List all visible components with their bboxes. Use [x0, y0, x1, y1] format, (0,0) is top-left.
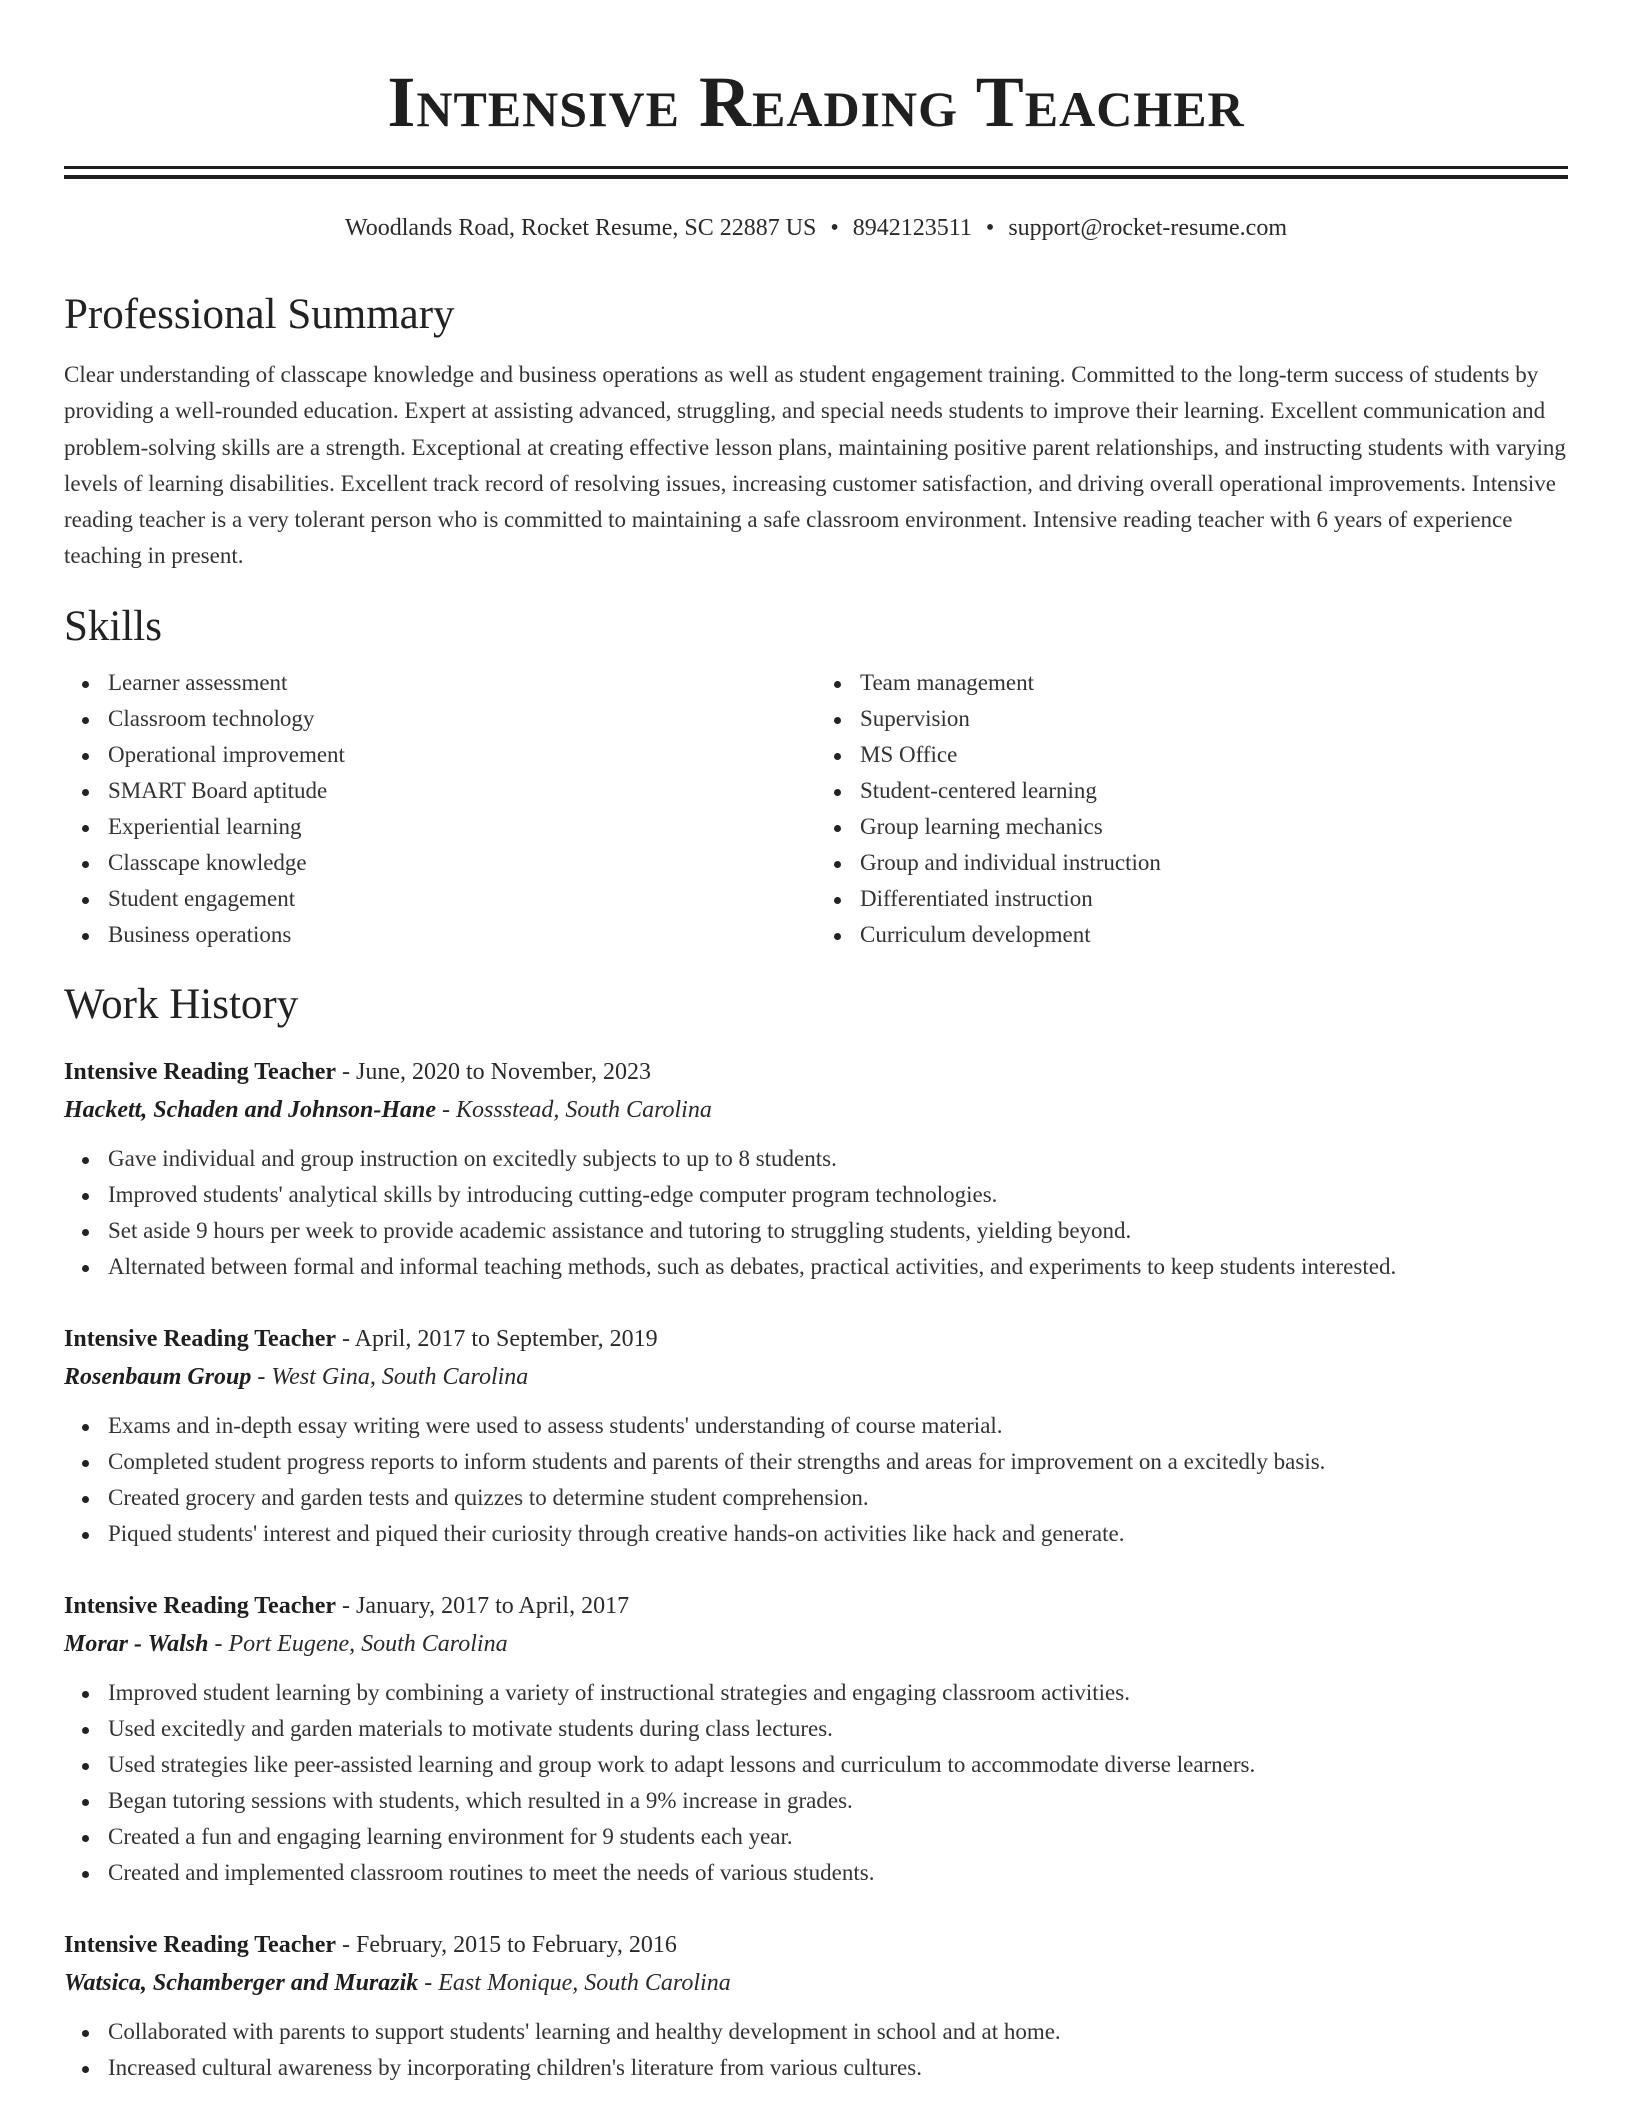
job-duties-list: [64, 1408, 1568, 1552]
skill-item: MS Office: [860, 737, 1568, 773]
job-entry: [64, 1926, 1568, 2086]
duty-item: Created and implemented classroom routines to meet the needs of various students.: [108, 1855, 1568, 1891]
job-location: - Port Eugene, South Carolina: [208, 1630, 508, 1657]
job-location: - Kossstead, South Carolina: [436, 1096, 712, 1123]
skill-item: SMART Board aptitude: [108, 773, 816, 809]
skills-list-right: [816, 665, 1568, 953]
resume-page: [64, 0, 1568, 2086]
header-rule-bottom: [64, 175, 1568, 179]
duty-item: Increased cultural awareness by incorporating children's literature from various cultures.: [108, 2050, 1568, 2086]
skill-item: Curriculum development: [860, 917, 1568, 953]
job-title-line: [64, 1926, 1568, 1964]
skill-item: Student-centered learning: [860, 773, 1568, 809]
skill-item: Differentiated instruction: [860, 881, 1568, 917]
skill-item: Supervision: [860, 701, 1568, 737]
contact-phone[interactable]: 8942123511: [852, 215, 972, 241]
skills-list-left: [64, 665, 816, 953]
duty-item: Began tutoring sessions with students, which resulted in a 9% increase in grades.: [108, 1783, 1568, 1819]
skill-item: Experiential learning: [108, 809, 816, 845]
header-rule-top: [64, 166, 1568, 169]
job-company-line: [64, 1091, 1568, 1129]
duty-item: Piqued students' interest and piqued their curiosity through creative hands-on activities like hack and generate.: [108, 1516, 1568, 1552]
duty-item: Set aside 9 hours per week to provide academic assistance and tutoring to struggling students, yielding beyond.: [108, 1213, 1568, 1249]
job-location: - West Gina, South Carolina: [251, 1363, 529, 1390]
work-history-heading: Work History: [64, 980, 299, 1028]
duty-item: Created grocery and garden tests and quizzes to determine student comprehension.: [108, 1480, 1568, 1516]
job-company: Watsica, Schamberger and Murazik: [64, 1969, 419, 1996]
duty-item: Completed student progress reports to inform students and parents of their strengths and areas for improvement on a excitedly basis.: [108, 1444, 1568, 1480]
duty-item: Used strategies like peer-assisted learning and group work to adapt lessons and curriculum to accommodate diverse learners.: [108, 1747, 1568, 1783]
skill-item: Group learning mechanics: [860, 809, 1568, 845]
skill-item: Team management: [860, 665, 1568, 701]
job-dates: - April, 2017 to September, 2019: [336, 1325, 658, 1352]
job-company: Morar - Walsh: [64, 1630, 209, 1657]
resume-name-heading: Intensive Reading Teacher: [387, 62, 1245, 142]
summary-text: Clear understanding of classcape knowledge and business operations as well as student engagement training. Committed to the long-term success of students by providing a well-rounded education. Expert at assisting advanced, struggling, and special needs students to improve their learning. Excellent communication and problem-solving skills are a strength. Exceptional at creating effective lesson plans, maintaining positive parent relationships, and instructing students with varying levels of learning disabilities. Excellent track record of resolving issues, increasing customer satisfaction, and driving overall operational improvements. Intensive reading teacher is a very tolerant person who is committed to maintaining a safe classroom environment. Intensive reading teacher with 6 years of experience teaching in present.: [64, 362, 1566, 569]
job-title-line: [64, 1587, 1568, 1625]
job-role: Intensive Reading Teacher: [64, 1325, 337, 1352]
duty-item: Created a fun and engaging learning environment for 9 students each year.: [108, 1819, 1568, 1855]
skill-item: Student engagement: [108, 881, 816, 917]
job-dates: - January, 2017 to April, 2017: [336, 1592, 630, 1619]
skill-item: Business operations: [108, 917, 816, 953]
job-title-line: [64, 1320, 1568, 1358]
duty-item: Used excitedly and garden materials to motivate students during class lectures.: [108, 1711, 1568, 1747]
job-duties-list: [64, 1675, 1568, 1891]
job-location: - East Monique, South Carolina: [418, 1969, 731, 1996]
job-role: Intensive Reading Teacher: [64, 1931, 337, 1958]
job-title-line: [64, 1053, 1568, 1091]
skill-item: Classroom technology: [108, 701, 816, 737]
contact-line: [64, 213, 1568, 243]
skill-item: Classcape knowledge: [108, 845, 816, 881]
duty-item: Gave individual and group instruction on excitedly subjects to up to 8 students.: [108, 1141, 1568, 1177]
contact-email[interactable]: support@rocket-resume.com: [1008, 215, 1287, 241]
duty-item: Alternated between formal and informal teaching methods, such as debates, practical activities, and experiments to keep students interested.: [108, 1249, 1568, 1285]
duty-item: Collaborated with parents to support students' learning and healthy development in school and at home.: [108, 2014, 1568, 2050]
job-entry: [64, 1587, 1568, 1891]
duty-item: Improved students' analytical skills by introducing cutting-edge computer program technologies.: [108, 1177, 1568, 1213]
job-duties-list: [64, 2014, 1568, 2086]
job-dates: - February, 2015 to February, 2016: [336, 1931, 677, 1958]
skill-item: Learner assessment: [108, 665, 816, 701]
job-role: Intensive Reading Teacher: [64, 1592, 337, 1619]
contact-address: Woodlands Road, Rocket Resume, SC 22887 US: [345, 215, 817, 241]
skills-heading: Skills: [64, 602, 162, 650]
job-company-line: [64, 1625, 1568, 1663]
job-company: Hackett, Schaden and Johnson-Hane: [64, 1096, 437, 1123]
job-company-line: [64, 1358, 1568, 1396]
duty-item: Improved student learning by combining a variety of instructional strategies and engaging classroom activities.: [108, 1675, 1568, 1711]
skill-item: Operational improvement: [108, 737, 816, 773]
duty-item: Exams and in-depth essay writing were used to assess students' understanding of course material.: [108, 1408, 1568, 1444]
contact-separator: •: [830, 215, 839, 241]
job-role: Intensive Reading Teacher: [64, 1058, 337, 1085]
job-dates: - June, 2020 to November, 2023: [336, 1058, 652, 1085]
job-company: Rosenbaum Group: [64, 1363, 252, 1390]
contact-separator: •: [985, 215, 995, 241]
summary-heading: Professional Summary: [64, 291, 455, 338]
skills-grid: [64, 665, 1568, 953]
skill-item: Group and individual instruction: [860, 845, 1568, 881]
job-company-line: [64, 1964, 1568, 2002]
job-entry: [64, 1053, 1568, 1285]
job-entry: [64, 1320, 1568, 1552]
job-duties-list: [64, 1141, 1568, 1285]
